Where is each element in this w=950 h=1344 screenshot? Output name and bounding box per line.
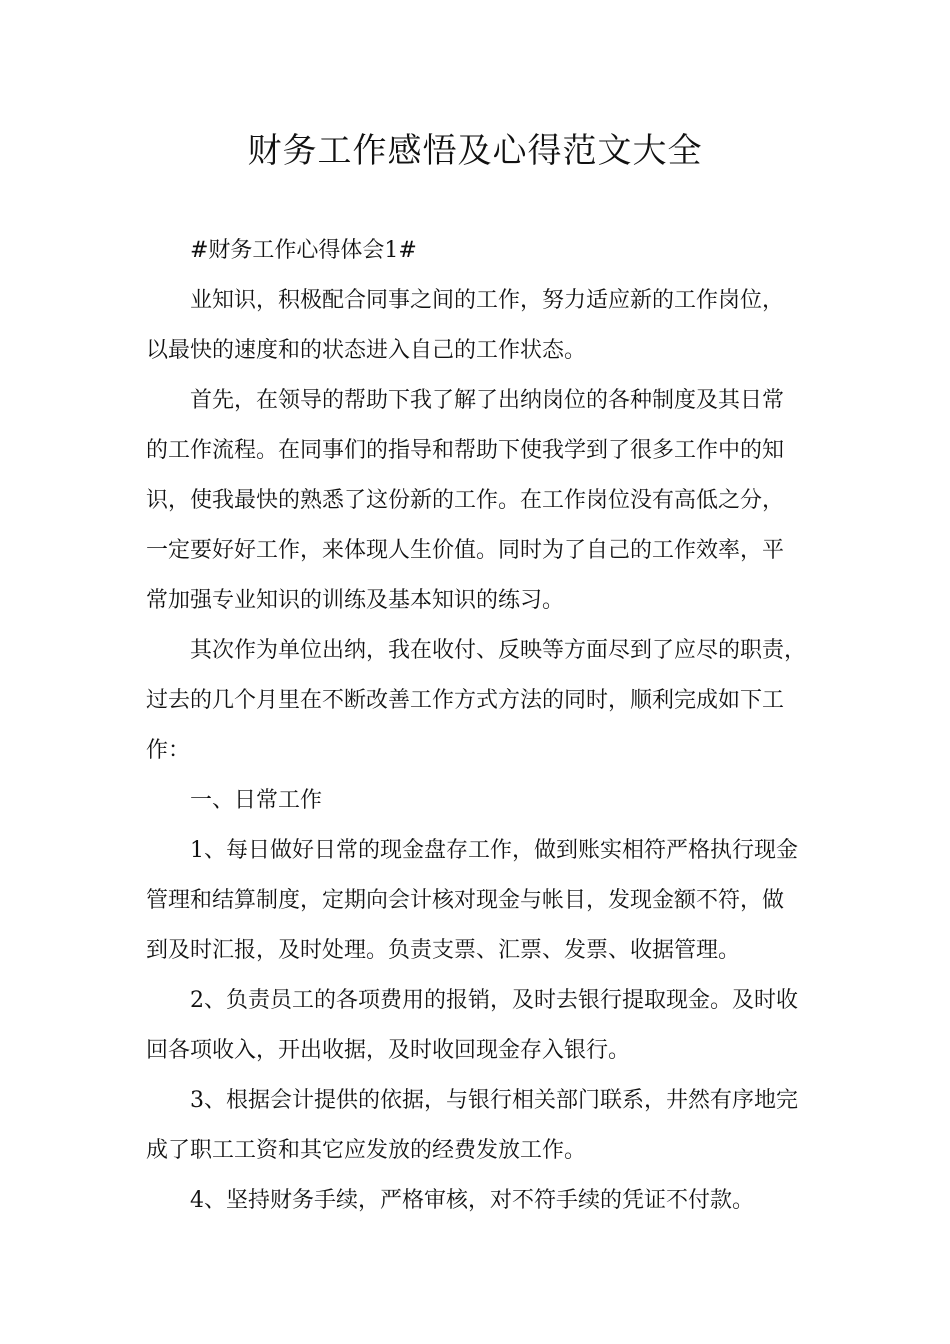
paragraph-line: 1、每日做好日常的现金盘存工作，做到账实相符严格执行现金 [190, 838, 798, 863]
paragraph-line: 以最快的速度和的状态进入自己的工作状态。 [146, 338, 587, 363]
paragraph-line: 管理和结算制度，定期向会计核对现金与帐目，发现金额不符，做 [146, 888, 785, 913]
paragraph-line: 成了职工工资和其它应发放的经费发放工作。 [146, 1138, 587, 1163]
paragraph-line: 业知识，积极配合同事之间的工作，努力适应新的工作岗位， [190, 288, 785, 313]
paragraph-line: 一定要好好工作，来体现人生价值。同时为了自己的工作效率，平 [146, 538, 785, 563]
paragraph-line: 4、坚持财务手续，严格审核，对不符手续的凭证不付款。 [190, 1188, 754, 1213]
document-title: 财务工作感悟及心得范文大全 [247, 131, 703, 171]
paragraph-5 [146, 776, 806, 826]
paragraph-line: #财务工作心得体会1# [190, 238, 417, 263]
paragraph-line: 作： [146, 738, 191, 763]
paragraph-2 [146, 276, 806, 376]
paragraph-9 [146, 1176, 806, 1226]
paragraph-line: 回各项收入，开出收据，及时收回现金存入银行。 [146, 1038, 631, 1063]
paragraph-line: 首先，在领导的帮助下我了解了出纳岗位的各种制度及其日常 [190, 388, 785, 413]
paragraph-1 [146, 226, 806, 276]
document-body [146, 226, 806, 1226]
paragraph-3 [146, 376, 806, 626]
paragraph-4 [146, 626, 806, 776]
paragraph-line: 识，使我最快的熟悉了这份新的工作。在工作岗位没有高低之分， [146, 488, 785, 513]
paragraph-line: 的工作流程。在同事们的指导和帮助下使我学到了很多工作中的知 [146, 438, 785, 463]
paragraph-line: 2、负责员工的各项费用的报销，及时去银行提取现金。及时收 [190, 988, 798, 1013]
paragraph-line: 一、日常工作 [190, 788, 323, 813]
paragraph-line: 过去的几个月里在不断改善工作方式方法的同时，顺利完成如下工 [146, 688, 785, 713]
paragraph-line: 其次作为单位出纳，我在收付、反映等方面尽到了应尽的职责， [190, 638, 807, 663]
paragraph-line: 常加强专业知识的训练及基本知识的练习。 [146, 588, 565, 613]
paragraph-8 [146, 1076, 806, 1176]
paragraph-7 [146, 976, 806, 1076]
paragraph-line: 到及时汇报，及时处理。负责支票、汇票、发票、收据管理。 [146, 938, 741, 963]
paragraph-6 [146, 826, 806, 976]
paragraph-line: 3、根据会计提供的依据，与银行相关部门联系，井然有序地完 [190, 1088, 798, 1113]
